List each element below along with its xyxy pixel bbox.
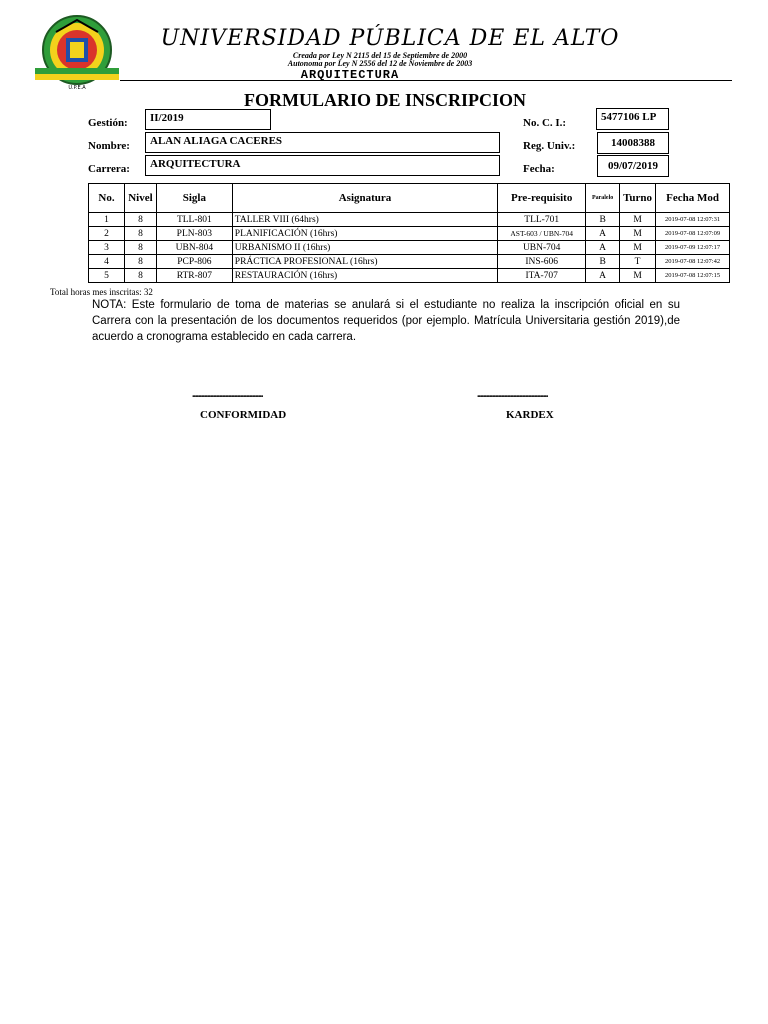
cell-fecha-mod: 2019-07-08 12:07:15 [656,269,730,283]
col-header-turno: Turno [620,184,656,213]
col-header-nivel: Nivel [124,184,156,213]
cell-nivel: 8 [124,241,156,255]
col-header-paralelo: Paralelo [586,184,620,213]
carrera-field: ARQUITECTURA [145,155,500,176]
fecha-label: Fecha: [523,163,555,175]
cell-turno: T [620,255,656,269]
cell-paralelo: B [586,213,620,227]
subjects-table [88,183,730,283]
autonomy-law-line: Autonoma por Ley N 2556 del 12 de Noviembre de 2003 [287,59,473,68]
signature-line-kardex: ............................................... [477,389,548,400]
note-text: NOTA: Este formulario de toma de materias se anulará si el estudiante no realiza la inscripción oficial en su Carrera con la presentación de los documentos requeridos (por ejemplo. Matrícula Universitaria gestión 2019),de acuerdo a cronograma establecido en cada carrera. [92,299,680,343]
cell-nivel: 8 [124,213,156,227]
cell-asignatura: RESTAURACIÓN (16hrs) [232,269,497,283]
creation-law-line: Creada por Ley N 2115 del 15 de Septiembre de 2000 [292,51,468,60]
cell-nivel: 8 [124,227,156,241]
career-subtitle: ARQUITECTURA [300,68,400,82]
university-logo [30,12,124,92]
cell-paralelo: B [586,255,620,269]
ci-label: No. C. I.: [523,117,567,129]
cell-turno: M [620,269,656,283]
cell-prerequisito: AST-603 / UBN-704 [498,227,586,241]
cell-sigla: PCP-806 [156,255,232,269]
cell-no: 1 [89,213,125,227]
cell-paralelo: A [586,241,620,255]
svg-text:U.P.E.A: U.P.E.A [68,85,86,91]
col-header-fecha-mod: Fecha Mod [656,184,730,213]
cell-asignatura: PRÁCTICA PROFESIONAL (16hrs) [232,255,497,269]
table-row [89,255,730,269]
cell-prerequisito: TLL-701 [498,213,586,227]
cell-asignatura: TALLER VIII (64hrs) [232,213,497,227]
header-divider [120,80,732,81]
form-title: FORMULARIO DE INSCRIPCION [243,90,526,110]
cell-sigla: PLN-803 [156,227,232,241]
cell-fecha-mod: 2019-07-08 12:07:31 [656,213,730,227]
nombre-label: Nombre: [88,140,130,152]
col-header-sigla: Sigla [156,184,232,213]
cell-paralelo: A [586,227,620,241]
cell-sigla: UBN-804 [156,241,232,255]
cell-no: 3 [89,241,125,255]
cell-fecha-mod: 2019-07-08 12:07:09 [656,227,730,241]
table-row [89,227,730,241]
carrera-label: Carrera: [88,163,130,175]
cell-nivel: 8 [124,255,156,269]
cell-fecha-mod: 2019-07-08 12:07:42 [656,255,730,269]
signature-label-kardex: KARDEX [506,409,554,421]
cell-turno: M [620,227,656,241]
cell-turno: M [620,241,656,255]
col-header-prerequisito: Pre-requisito [498,184,586,213]
col-header-asignatura: Asignatura [232,184,497,213]
col-header-no: No. [89,184,125,213]
cell-prerequisito: UBN-704 [498,241,586,255]
cell-nivel: 8 [124,269,156,283]
gestion-field: II/2019 [145,109,271,130]
ci-field: 5477106 LP [596,108,669,130]
cell-turno: M [620,213,656,227]
university-title: UNIVERSIDAD PÚBLICA DE EL ALTO [160,26,620,51]
cell-prerequisito: INS-606 [498,255,586,269]
table-row [89,213,730,227]
cell-asignatura: URBANISMO II (16hrs) [232,241,497,255]
gestion-label: Gestión: [88,117,128,129]
fecha-field: 09/07/2019 [597,155,669,177]
total-hours: Total horas mes inscritas: 32 [50,287,153,297]
cell-prerequisito: ITA-707 [498,269,586,283]
cell-no: 4 [89,255,125,269]
table-row [89,269,730,283]
cell-no: 5 [89,269,125,283]
nombre-field: ALAN ALIAGA CACERES [145,132,500,153]
cell-asignatura: PLANIFICACIÓN (16hrs) [232,227,497,241]
cell-fecha-mod: 2019-07-09 12:07:17 [656,241,730,255]
cell-sigla: TLL-801 [156,213,232,227]
cell-paralelo: A [586,269,620,283]
cell-sigla: RTR-807 [156,269,232,283]
cell-no: 2 [89,227,125,241]
signature-label-conformidad: CONFORMIDAD [200,409,287,421]
table-header-row [89,184,730,213]
reg-univ-field: 14008388 [597,132,669,154]
signature-line-conformidad: ............................................... [192,389,263,400]
table-row [89,241,730,255]
reg-univ-label: Reg. Univ.: [523,140,576,152]
